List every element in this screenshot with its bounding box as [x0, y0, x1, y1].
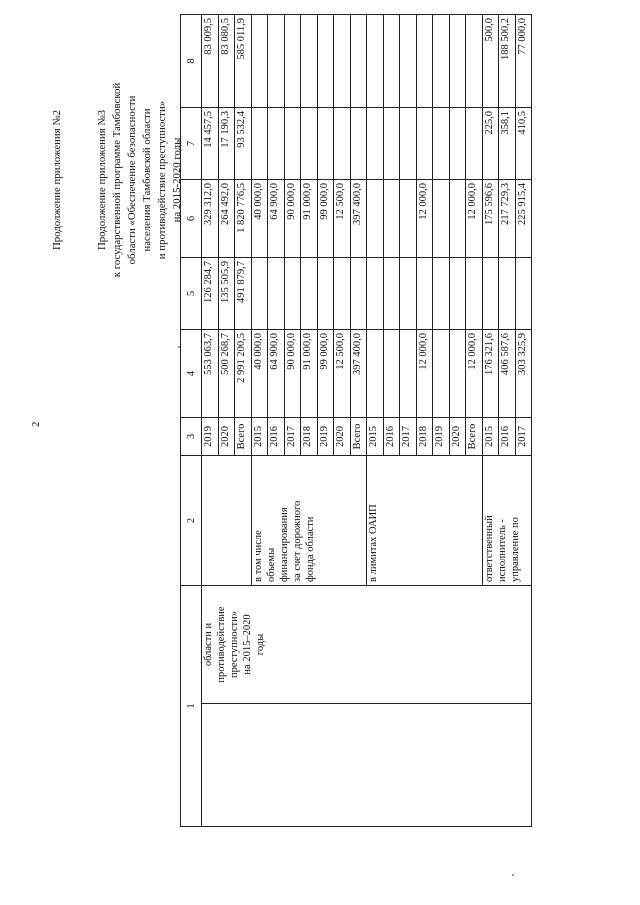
- amount-cell: 264 492,0: [218, 180, 235, 258]
- amount-cell: 406 587,6: [499, 330, 516, 418]
- funding-label-line: в лимитах ОАИП: [368, 504, 379, 582]
- program-name-line: противодействие: [216, 606, 227, 683]
- amount-cell: 2 991 200,5: [235, 330, 252, 418]
- amount-cell: 99 000,0: [317, 180, 334, 258]
- program-name-cell: [202, 586, 532, 704]
- amount-cell: [466, 258, 483, 330]
- amount-cell: 12 000,0: [416, 330, 433, 418]
- funding-label-line: управление по: [509, 517, 521, 582]
- amount-cell: [367, 330, 384, 418]
- amount-cell: [449, 15, 466, 108]
- program-name-line: преступности»: [229, 610, 240, 679]
- year-cell: 2015: [251, 418, 268, 456]
- year-cell: 2019: [202, 418, 219, 456]
- scan-speck: [512, 874, 514, 876]
- amount-cell: 40 000,0: [251, 330, 268, 418]
- amount-cell: [499, 258, 516, 330]
- amount-cell: 99 000,0: [317, 330, 334, 418]
- funding-label-line: исполнитель -: [496, 519, 508, 582]
- year-cell: 2020: [334, 418, 351, 456]
- amount-cell: 14 457,5: [202, 108, 219, 180]
- header-line: и противодействие преступности»: [156, 100, 168, 260]
- amount-cell: 303 325,9: [515, 330, 532, 418]
- amount-cell: [433, 108, 450, 180]
- amount-cell: [383, 330, 400, 418]
- year-cell: 2018: [301, 418, 318, 456]
- amount-cell: [482, 258, 499, 330]
- amount-cell: [317, 108, 334, 180]
- amount-cell: [284, 108, 301, 180]
- amount-cell: [433, 258, 450, 330]
- amount-cell: [449, 258, 466, 330]
- amount-cell: [449, 108, 466, 180]
- program-name-line: на 2015–2020: [242, 614, 253, 675]
- year-cell: Всего: [235, 418, 252, 456]
- amount-cell: [301, 258, 318, 330]
- amount-cell: [367, 180, 384, 258]
- amount-cell: [449, 180, 466, 258]
- column-number: 3: [181, 418, 202, 456]
- column-number-row: [181, 15, 202, 827]
- amount-cell: 91 000,0: [301, 180, 318, 258]
- amount-cell: [251, 15, 268, 108]
- amount-cell: 83 080,5: [218, 15, 235, 108]
- amount-cell: 12 500,0: [334, 180, 351, 258]
- amount-cell: 90 000,0: [284, 330, 301, 418]
- amount-cell: [400, 15, 417, 108]
- amount-cell: [301, 15, 318, 108]
- amount-cell: 175 596,6: [482, 180, 499, 258]
- amount-cell: [317, 258, 334, 330]
- year-cell: 2018: [416, 418, 433, 456]
- funding-label-cell: [482, 456, 532, 586]
- amount-cell: 500 268,7: [218, 330, 235, 418]
- column-number: 7: [181, 108, 202, 180]
- year-cell: Всего: [350, 418, 367, 456]
- column-number: 2: [181, 456, 202, 586]
- amount-cell: [400, 180, 417, 258]
- column-number: 5: [181, 258, 202, 330]
- amount-cell: 93 532,4: [235, 108, 252, 180]
- funding-label-line: в том числе: [252, 530, 264, 582]
- amount-cell: 40 000,0: [251, 180, 268, 258]
- amount-cell: 329 312,0: [202, 180, 219, 258]
- amount-cell: [350, 258, 367, 330]
- amount-cell: 188 500,2: [499, 15, 516, 108]
- appendix-3-continuation: Продолжение приложения №3: [96, 109, 108, 251]
- amount-cell: 397 400,0: [350, 330, 367, 418]
- amount-cell: [350, 15, 367, 108]
- amount-cell: 83 009,5: [202, 15, 219, 108]
- amount-cell: [449, 330, 466, 418]
- amount-cell: 176 321,6: [482, 330, 499, 418]
- year-cell: 2020: [449, 418, 466, 456]
- header-line: области «Обеспечение безопасности: [126, 95, 138, 265]
- col1-cell: [202, 704, 532, 827]
- funding-label-line: фонда области: [304, 516, 316, 582]
- funding-label-cell: [367, 456, 483, 586]
- amount-cell: [383, 108, 400, 180]
- funding-label-line: за счет дорожного: [291, 500, 303, 582]
- year-cell: 2016: [499, 418, 516, 456]
- amount-cell: [383, 180, 400, 258]
- amount-cell: [400, 258, 417, 330]
- year-cell: 2017: [515, 418, 532, 456]
- column-number: 6: [181, 180, 202, 258]
- amount-cell: [433, 180, 450, 258]
- label-cell: [202, 456, 252, 586]
- amount-cell: [433, 15, 450, 108]
- amount-cell: [466, 108, 483, 180]
- amount-cell: [350, 108, 367, 180]
- amount-cell: 553 063,7: [202, 330, 219, 418]
- funding-label-line: финансирования: [278, 507, 290, 582]
- amount-cell: [383, 258, 400, 330]
- year-cell: 2020: [218, 418, 235, 456]
- year-cell: 2015: [482, 418, 499, 456]
- amount-cell: [334, 108, 351, 180]
- amount-cell: 358,1: [499, 108, 516, 180]
- amount-cell: 64 900,0: [268, 180, 285, 258]
- year-cell: 2016: [268, 418, 285, 456]
- amount-cell: 17 190,3: [218, 108, 235, 180]
- amount-cell: [416, 15, 433, 108]
- amount-cell: [367, 258, 384, 330]
- funding-label-line: объемы: [265, 547, 277, 582]
- amount-cell: 397 400,0: [350, 180, 367, 258]
- amount-cell: [268, 258, 285, 330]
- header-line: на 2015-2020 годы: [171, 137, 183, 223]
- amount-cell: [268, 15, 285, 108]
- amount-cell: [284, 15, 301, 108]
- column-number: 1: [181, 586, 202, 827]
- header-line: к государственной программе Тамбовской: [111, 82, 123, 278]
- amount-cell: [515, 258, 532, 330]
- amount-cell: 225,0: [482, 108, 499, 180]
- amount-cell: [367, 108, 384, 180]
- amount-cell: [251, 108, 268, 180]
- year-cell: 2017: [284, 418, 301, 456]
- appendix-2-continuation: Продолжение приложения №2: [51, 109, 63, 251]
- table-row: [202, 15, 219, 827]
- amount-cell: [416, 258, 433, 330]
- amount-cell: 225 915,4: [515, 180, 532, 258]
- program-name-line: годы: [255, 633, 266, 656]
- column-number: 4: [181, 330, 202, 418]
- amount-cell: [416, 108, 433, 180]
- amount-cell: 12 000,0: [466, 330, 483, 418]
- amount-cell: 64 900,0: [268, 330, 285, 418]
- program-name-line: области и: [203, 622, 214, 667]
- amount-cell: 90 000,0: [284, 180, 301, 258]
- page-number: 2: [30, 421, 42, 427]
- scan-speck: [178, 346, 180, 348]
- amount-cell: 77 000,0: [515, 15, 532, 108]
- column-number: 8: [181, 15, 202, 108]
- amount-cell: 500,0: [482, 15, 499, 108]
- year-cell: 2019: [317, 418, 334, 456]
- amount-cell: [317, 15, 334, 108]
- amount-cell: [268, 108, 285, 180]
- year-cell: 2017: [400, 418, 417, 456]
- amount-cell: [433, 330, 450, 418]
- amount-cell: [383, 15, 400, 108]
- year-cell: 2015: [367, 418, 384, 456]
- amount-cell: [334, 258, 351, 330]
- year-cell: 2019: [433, 418, 450, 456]
- amount-cell: [251, 258, 268, 330]
- header-line: населения Тамбовской области: [141, 108, 153, 252]
- appendix-header: [50, 15, 185, 345]
- year-cell: 2016: [383, 418, 400, 456]
- amount-cell: 12 000,0: [416, 180, 433, 258]
- amount-cell: [334, 15, 351, 108]
- amount-cell: 491 879,7: [235, 258, 252, 330]
- amount-cell: [284, 258, 301, 330]
- amount-cell: 410,5: [515, 108, 532, 180]
- funding-table: [180, 14, 532, 827]
- funding-label-line: ответственный: [483, 515, 495, 582]
- amount-cell: [400, 330, 417, 418]
- amount-cell: 12 500,0: [334, 330, 351, 418]
- amount-cell: [466, 15, 483, 108]
- amount-cell: 217 729,3: [499, 180, 516, 258]
- year-cell: Всего: [466, 418, 483, 456]
- amount-cell: 126 284,7: [202, 258, 219, 330]
- amount-cell: [301, 108, 318, 180]
- amount-cell: [367, 15, 384, 108]
- amount-cell: 135 505,9: [218, 258, 235, 330]
- amount-cell: [400, 108, 417, 180]
- funding-label-cell: [251, 456, 367, 586]
- amount-cell: 585 011,9: [235, 15, 252, 108]
- amount-cell: 12 000,0: [466, 180, 483, 258]
- amount-cell: 91 000,0: [301, 330, 318, 418]
- amount-cell: 1 820 776,5: [235, 180, 252, 258]
